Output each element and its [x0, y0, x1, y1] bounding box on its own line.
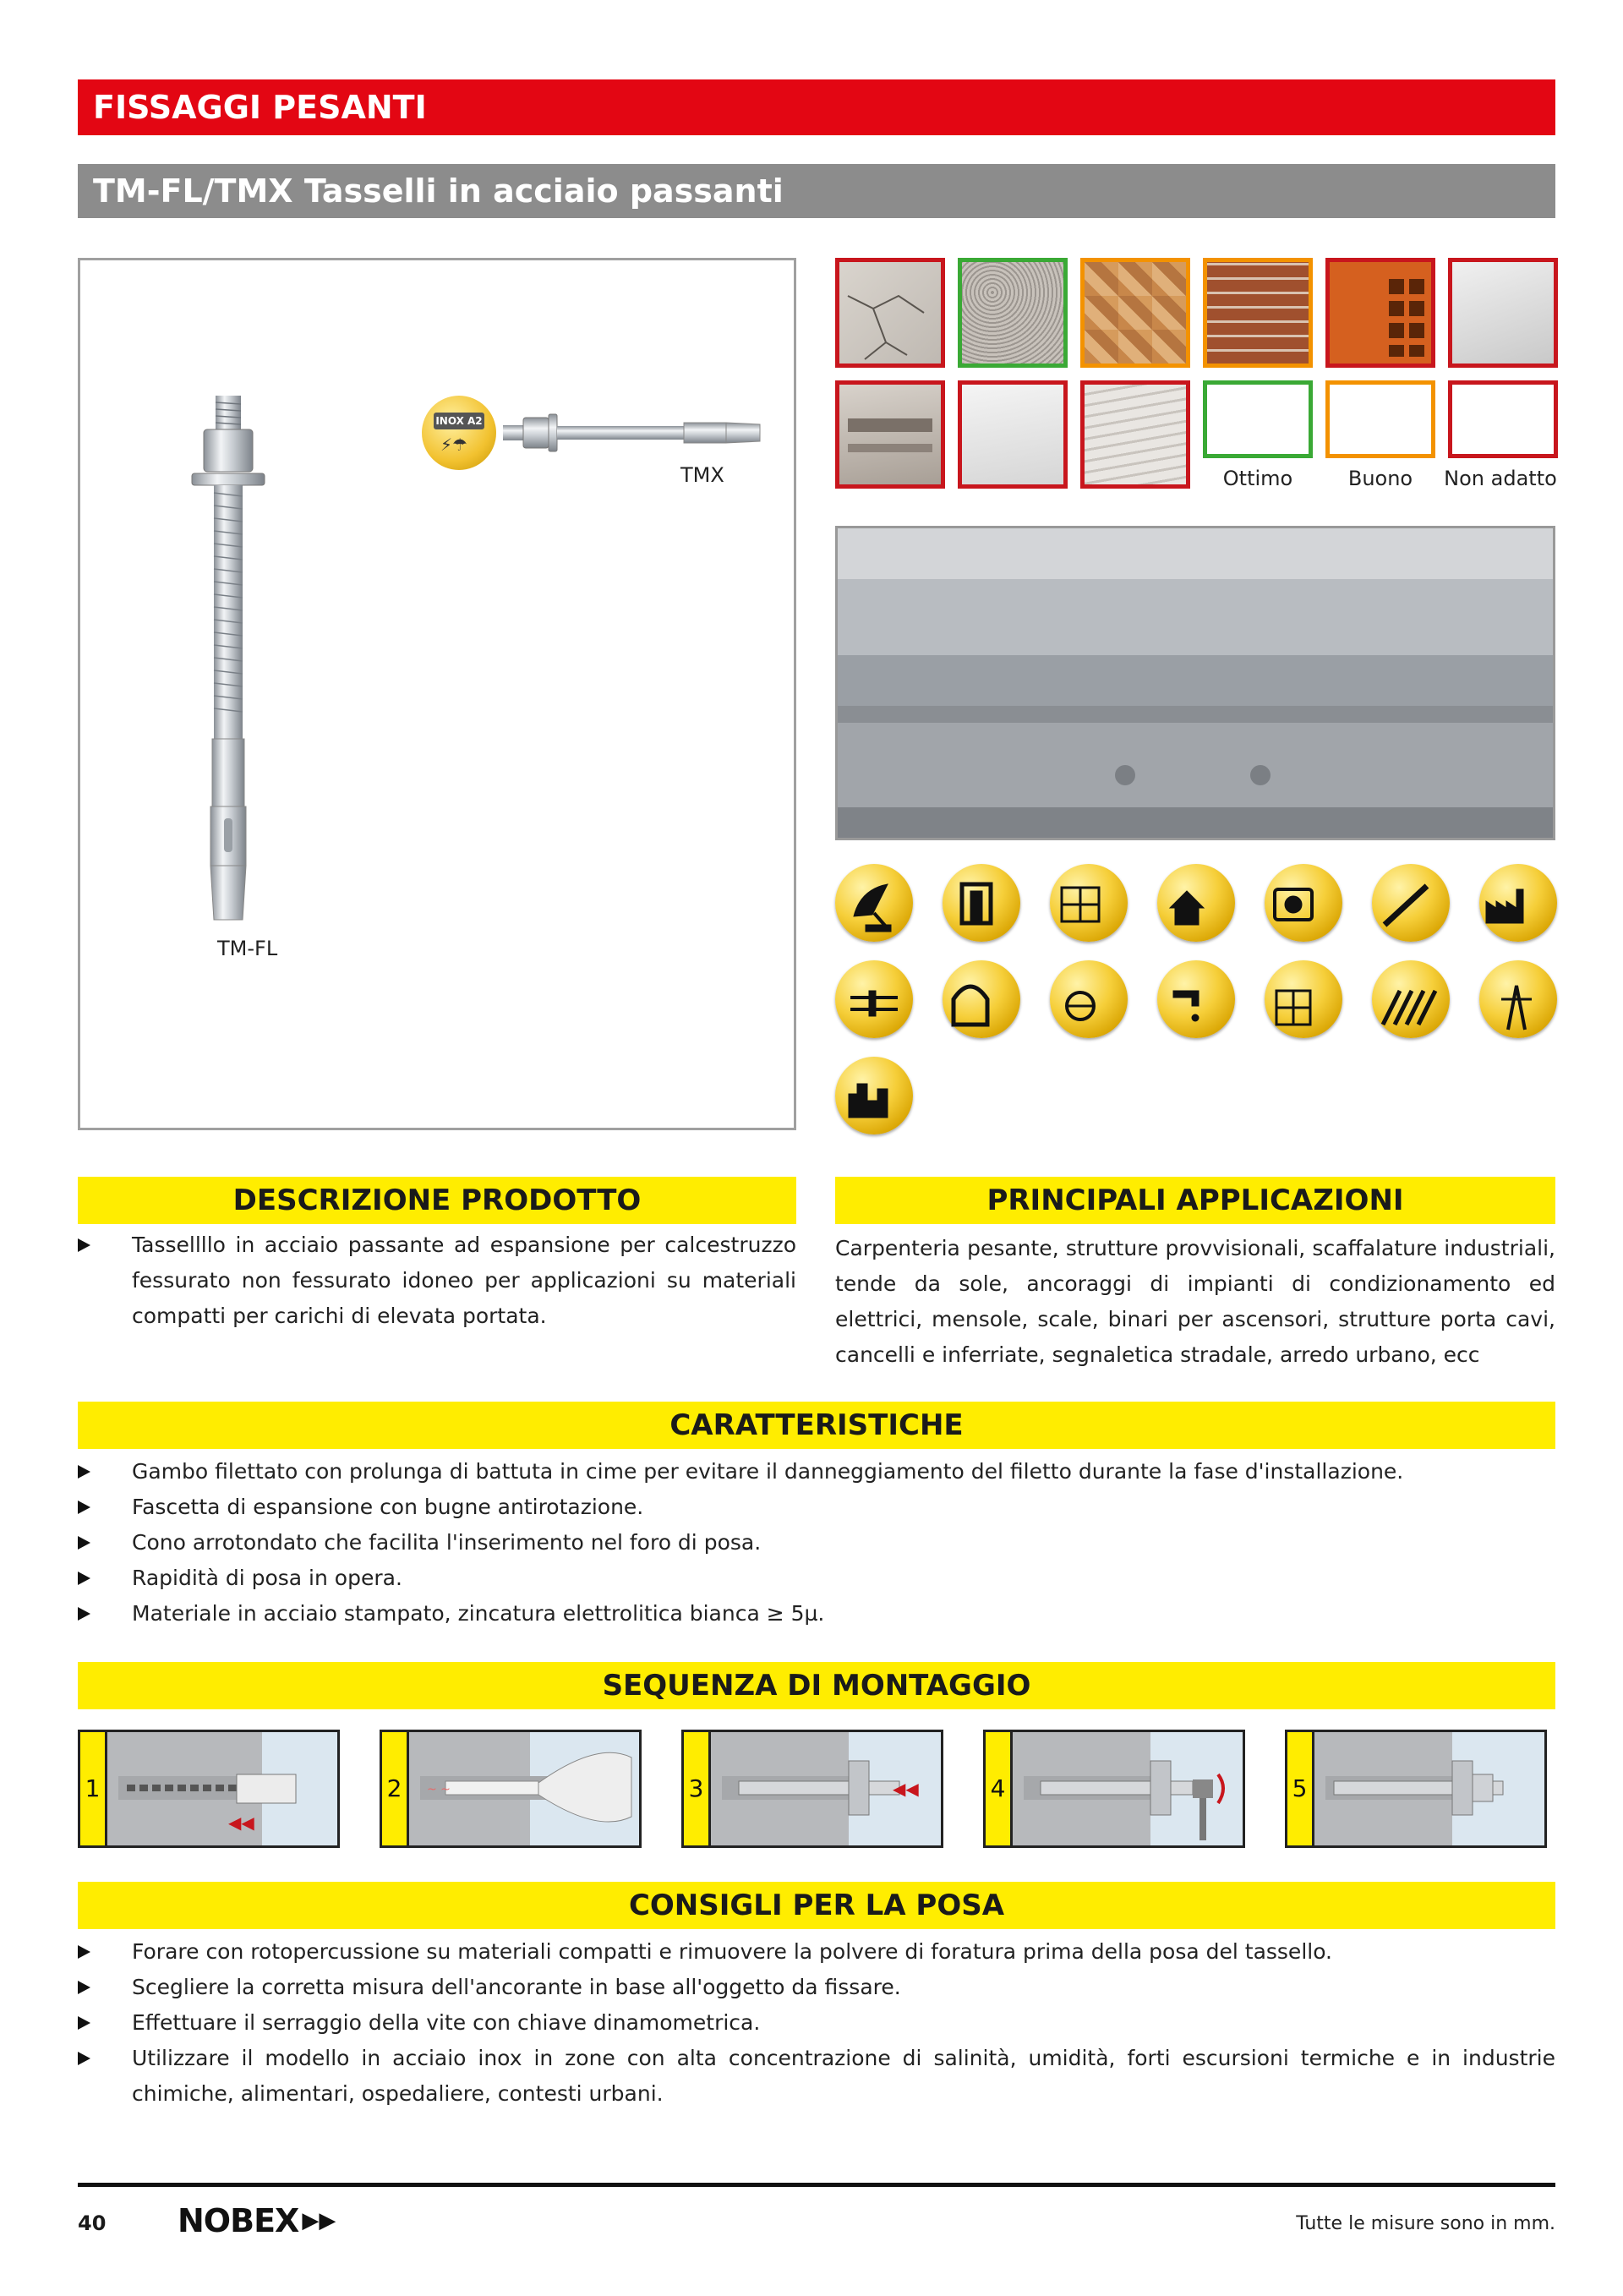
description-header: DESCRIZIONE PRODOTTO	[78, 1177, 796, 1224]
legend-unsuitable-label: Non adatto	[1444, 467, 1557, 490]
assembly-step-1	[78, 1730, 340, 1848]
list-item	[78, 2005, 1555, 2041]
tip-text: Effettuare il serraggio della vite con chiave dinamometrica.	[132, 2010, 761, 2035]
bullet-icon	[78, 1945, 90, 1959]
feature-text: Materiale in acciaio stampato, zincatura elettrolitica bianca ≥ 5µ.	[132, 1601, 825, 1626]
product-title: TM-FL/TMX Tasselli in acciaio passanti	[78, 164, 1555, 218]
inox-badge-text: INOX A2	[434, 413, 484, 429]
assembly-header: SEQUENZA DI MONTAGGIO	[78, 1662, 1555, 1709]
bullet-icon	[78, 1981, 90, 1994]
legend-good-label: Ottimo	[1222, 467, 1293, 490]
list-item	[78, 2041, 1555, 2112]
insert-anchor-icon	[713, 1732, 943, 1845]
blow-out-icon	[412, 1732, 642, 1845]
tmx-anchor-image	[503, 413, 773, 455]
step-number: 4	[986, 1732, 1013, 1845]
steel-beam-photo	[838, 528, 1555, 840]
tmx-label: TMX	[680, 463, 724, 487]
applications-header: PRINCIPALI APPLICAZIONI	[835, 1177, 1555, 1224]
bullet-icon	[78, 1465, 90, 1479]
svg-text:~ ~: ~ ~	[427, 1783, 451, 1796]
bullet-icon	[78, 1536, 90, 1550]
feature-text: Rapidità di posa in opera.	[132, 1566, 402, 1590]
tips-header: CONSIGLI PER LA POSA	[78, 1882, 1555, 1929]
crack-icon	[839, 262, 941, 364]
drill-icon	[110, 1732, 340, 1845]
tip-text: Forare con rotopercussione su materiali compatti e rimuovere la polvere di foratura prima della posa del tassello.	[132, 1939, 1333, 1964]
applications-text: Carpenteria pesante, strutture provvisionali, scaffalature industriali, tende da sole, ancoraggi di impianti di condizionamento ed elettrici, mensole, scale, binari per ascensori, strutture porta cavi, cancelli e inferriate, segnaletica stradale, arredo urbano, ecc	[835, 1236, 1555, 1367]
tmfl-label: TM-FL	[217, 937, 278, 960]
assembly-step-4	[983, 1730, 1245, 1848]
assembly-step-5	[1285, 1730, 1547, 1848]
list-item	[78, 1525, 1555, 1561]
brand-name: NOBEX	[178, 2202, 299, 2239]
description-text: Tassellllo in acciaio passante ad espansione per calcestruzzo fessurato non fessurato idoneo per applicazioni su materiali compatti per carichi di elevata portata.	[132, 1233, 796, 1328]
bullet-icon	[78, 1501, 90, 1514]
step-number: 2	[382, 1732, 409, 1845]
features-header: CARATTERISTICHE	[78, 1402, 1555, 1449]
hollow-brick-icon	[1330, 262, 1431, 364]
weather-icon: ⚡☂	[440, 435, 467, 455]
list-item	[78, 1970, 1555, 2005]
step-number: 1	[80, 1732, 107, 1845]
feature-text: Gambo filettato con prolunga di battuta in cime per evitare il danneggiamento del filetto durante la fase d'installazione.	[132, 1459, 1404, 1484]
installed-anchor-icon	[1317, 1732, 1547, 1845]
legend-swatch-fair	[1325, 380, 1435, 458]
feature-text: Cono arrotondato che facilita l'inserimento nel foro di posa.	[132, 1530, 762, 1555]
features-list	[78, 1454, 1555, 1632]
step-number: 5	[1287, 1732, 1314, 1845]
app-icon-glyphs	[835, 864, 1557, 1136]
category-header: FISSAGGI PESANTI	[78, 79, 1555, 135]
legend-swatch-unsuitable	[1448, 380, 1558, 458]
bullet-icon	[78, 1238, 90, 1252]
product-image-panel	[78, 258, 796, 1130]
tips-list	[78, 1934, 1555, 2112]
list-item	[78, 1454, 1555, 1490]
tip-text: Utilizzare il modello in acciaio inox in zone con alta concentrazione di salinità, umidità, forti escursioni termiche e in industrie chimiche, alimentari, ospedaliere, contesti urbani.	[132, 2046, 1555, 2106]
hollow-block-icon	[839, 385, 941, 484]
page-number: 40	[78, 2211, 107, 2235]
material-tile-natural-stone	[1080, 258, 1190, 368]
bullet-icon	[78, 2052, 90, 2065]
tmfl-anchor-image	[182, 396, 275, 937]
brand-arrows-icon: ▶▶	[302, 2208, 336, 2233]
material-tile-plasterboard	[1080, 380, 1190, 489]
description-block	[78, 1227, 796, 1334]
material-tile-cracked-concrete	[835, 258, 945, 368]
bullet-icon	[78, 2016, 90, 2030]
footer-divider	[78, 2183, 1555, 2187]
material-tile-hollow-brick	[1325, 258, 1435, 368]
svg-text:◀◀: ◀◀	[893, 1779, 919, 1799]
material-tile-gypsum-block	[958, 380, 1068, 489]
list-item	[78, 1561, 1555, 1596]
torque-wrench-icon	[1015, 1732, 1245, 1845]
material-tile-hollow-block	[835, 380, 945, 489]
bullet-icon	[78, 1607, 90, 1621]
material-tile-solid-brick	[1203, 258, 1313, 368]
list-item	[78, 1490, 1555, 1525]
material-tile-uncracked-concrete	[958, 258, 1068, 368]
list-item	[78, 1596, 1555, 1632]
legend-swatch-good	[1203, 380, 1313, 458]
list-item	[78, 1934, 1555, 1970]
tip-text: Scegliere la corretta misura dell'ancorante in base all'oggetto da fissare.	[132, 1975, 901, 1999]
svg-text:◀◀: ◀◀	[228, 1812, 254, 1833]
application-photo	[835, 526, 1555, 840]
inox-a2-badge	[422, 396, 496, 470]
step-number: 3	[684, 1732, 711, 1845]
assembly-step-2	[380, 1730, 642, 1848]
brand-logo	[178, 2200, 336, 2242]
footer-note: Tutte le misure sono in mm.	[1296, 2213, 1555, 2234]
material-tile-aerated-concrete	[1448, 258, 1558, 368]
feature-text: Fascetta di espansione con bugne antirotazione.	[132, 1495, 644, 1519]
assembly-step-3	[681, 1730, 943, 1848]
bullet-icon	[78, 1572, 90, 1585]
legend-fair-label: Buono	[1347, 467, 1413, 490]
